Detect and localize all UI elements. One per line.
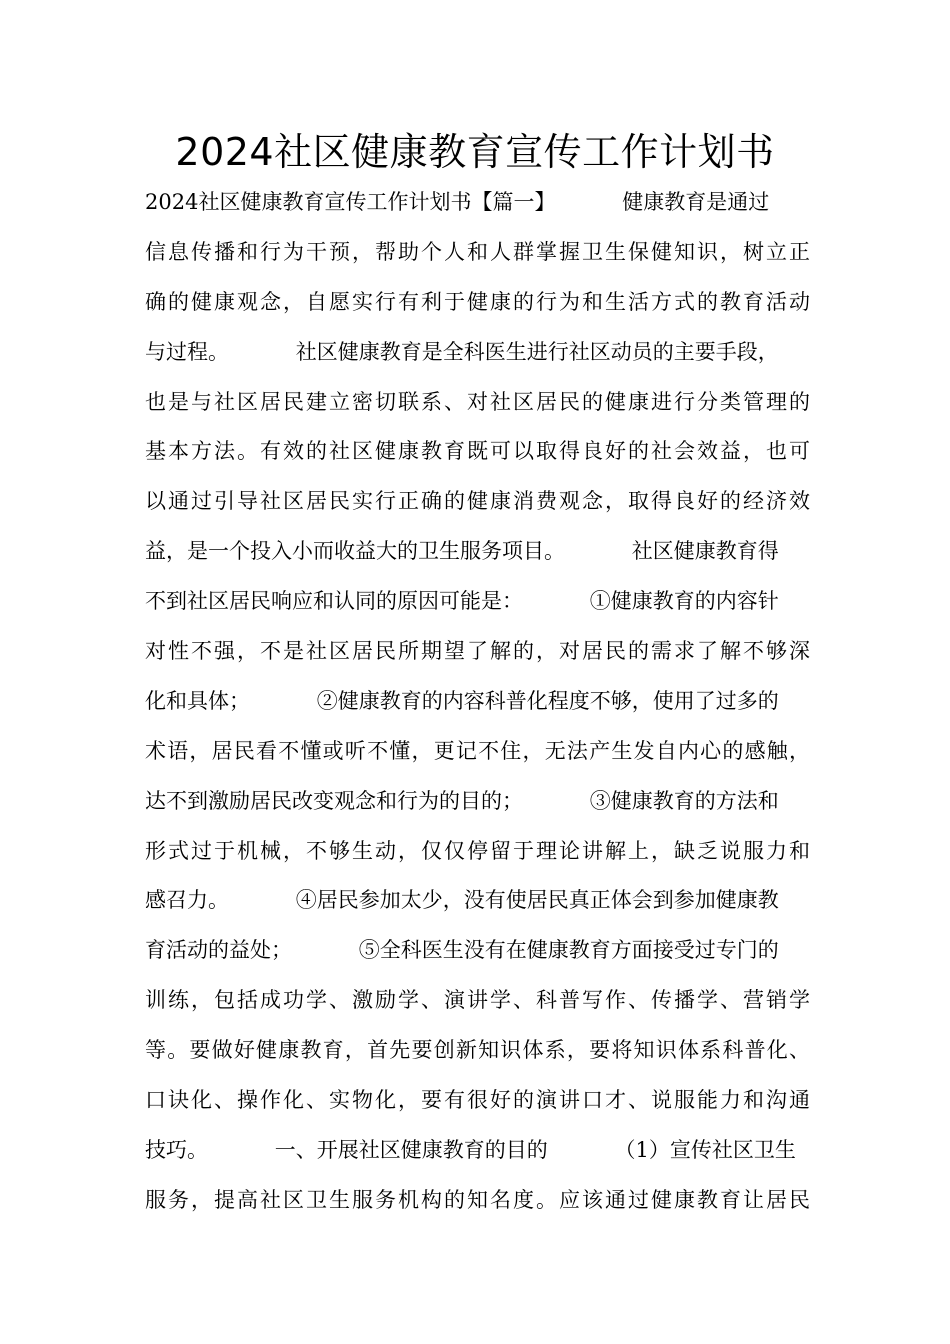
body-line: 不到社区居民响应和认同的原因可能是： ①健康教育的内容针 [145, 589, 779, 614]
body-line: 信息传播和行为干预，帮助个人和人群掌握卫生保健知识，树立正 [145, 239, 810, 264]
body-line: 训练，包括成功学、激励学、演讲学、科普写作、传播学、营销学 [145, 988, 810, 1013]
body-line: 等。要做好健康教育，首先要创新知识体系，要将知识体系科普化、 [145, 1038, 810, 1063]
body-line: 育活动的益处； ⑤全科医生没有在健康教育方面接受过专门的 [145, 938, 779, 963]
document-body [145, 178, 810, 1226]
body-line: 技巧。 一、开展社区健康教育的目的 （1）宣传社区卫生 [145, 1137, 796, 1162]
body-line: 达不到激励居民改变观念和行为的目的； ③健康教育的方法和 [145, 788, 779, 813]
body-line: 对性不强，不是社区居民所期望了解的，对居民的需求了解不够深 [145, 639, 810, 664]
body-line: 与过程。 社区健康教育是全科医生进行社区动员的主要手段， [145, 339, 779, 364]
body-line: 也是与社区居民建立密切联系、对社区居民的健康进行分类管理的 [145, 389, 810, 414]
body-line: 感召力。 ④居民参加太少，没有使居民真正体会到参加健康教 [145, 888, 779, 913]
body-line: 形式过于机械，不够生动，仅仅停留于理论讲解上，缺乏说服力和 [145, 838, 810, 863]
body-line: 确的健康观念，自愿实行有利于健康的行为和生活方式的教育活动 [145, 289, 810, 314]
body-line: 口诀化、操作化、实物化，要有很好的演讲口才、说服能力和沟通 [145, 1088, 810, 1113]
body-line: 基本方法。有效的社区健康教育既可以取得良好的社会效益，也可 [145, 439, 810, 464]
document-title: 2024社区健康教育宣传工作计划书 [175, 130, 775, 174]
body-line: 以通过引导社区居民实行正确的健康消费观念，取得良好的经济效 [145, 489, 810, 514]
body-line: 服务，提高社区卫生服务机构的知名度。应该通过健康教育让居民 [145, 1187, 810, 1212]
body-line: 化和具体； ②健康教育的内容科普化程度不够，使用了过多的 [145, 688, 779, 713]
body-line: 2024社区健康教育宣传工作计划书【篇一】 健康教育是通过 [145, 190, 770, 214]
body-line: 术语，居民看不懂或听不懂，更记不住，无法产生发自内心的感触， [145, 738, 810, 763]
body-line: 益，是一个投入小而收益大的卫生服务项目。 社区健康教育得 [145, 539, 779, 564]
